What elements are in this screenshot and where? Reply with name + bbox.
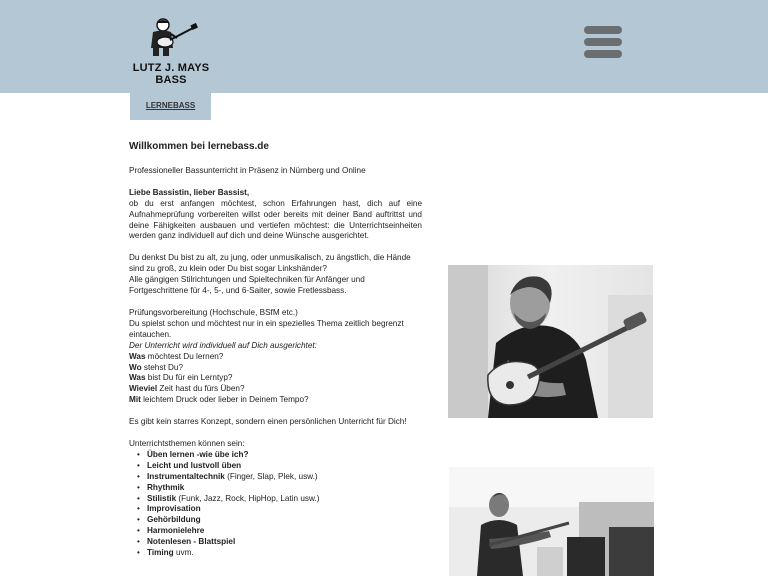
list-item: • Notenlesen - Blattspiel bbox=[137, 537, 422, 548]
list-item: • Improvisation bbox=[137, 504, 422, 515]
question-line: Was möchtest Du lernen? bbox=[129, 351, 224, 361]
paragraph-3a: Prüfungsvorbereitung (Hochschule, BSfM etc.) bbox=[129, 307, 298, 317]
paragraph-2a: Du denkst Du bist zu alt, zu jung, oder unmusikalisch, zu ängstlich, die Hände sind zu groß, zu klein oder Du bist sogar Linkshänder? bbox=[129, 253, 411, 274]
question-line: Wo stehst Du? bbox=[129, 362, 184, 372]
list-item: • Rhythmik bbox=[137, 483, 422, 494]
question-line: Wieviel Zeit hast du fürs Üben? bbox=[129, 384, 245, 394]
question-line: Was bist Du für ein Lerntyp? bbox=[129, 373, 233, 383]
menu-bar bbox=[584, 38, 622, 46]
individual-note: Der Unterricht wird individuell auf Dich ausgerichtet: bbox=[129, 340, 317, 350]
site-header bbox=[0, 0, 768, 93]
list-item: • Timing uvm. bbox=[137, 548, 422, 559]
list-item: • Gehörbildung bbox=[137, 515, 422, 526]
topics-heading: Unterrichtsthemen können sein: bbox=[129, 439, 245, 449]
site-logo[interactable] bbox=[130, 18, 212, 86]
bass-player-mascot-icon bbox=[143, 18, 199, 58]
question-line: Mit leichtem Druck oder lieber in Deinem Tempo? bbox=[129, 395, 309, 405]
list-item: • Üben lernen -wie übe ich? bbox=[137, 450, 422, 461]
nav-tab-lernebass[interactable]: LERNEBASS bbox=[130, 93, 211, 120]
intro-text: Professioneller Bassunterricht in Präsenz in Nürnberg und Online bbox=[129, 165, 366, 175]
menu-bar bbox=[584, 26, 622, 34]
menu-bar bbox=[584, 50, 622, 58]
list-item: • Stilistik (Funk, Jazz, Rock, HipHop, Latin usw.) bbox=[137, 494, 422, 505]
logo-line-1: LUTZ J. MAYS bbox=[132, 62, 210, 74]
paragraph-3b: Du spielst schon und möchtest nur in ein spezielles Thema zeitlich begrenzt eintauchen. bbox=[129, 318, 404, 339]
bass-player-photo bbox=[448, 265, 653, 418]
topics-list bbox=[129, 450, 422, 559]
list-item: • Instrumentaltechnik (Finger, Slap, Plek, usw.) bbox=[137, 472, 422, 483]
hamburger-menu-icon[interactable] bbox=[584, 26, 622, 62]
concept-text: Es gibt kein starres Konzept, sondern einen persönlichen Unterricht für Dich! bbox=[129, 417, 407, 427]
logo-line-2: BASS bbox=[155, 74, 187, 86]
paragraph-1: ob du erst anfangen möchtest, schon Erfahrungen hast, dich auf eine Aufnahmeprüfung vorbereiten willst oder bereits mit deiner Band auftrittst und deine Fähigkeiten ausbauen und vertiefen möchtest: die Unterrichtseinheiten werden ganz individuell auf dich und deine Wünsche ausgerichtet. bbox=[129, 198, 422, 241]
main-content bbox=[129, 142, 422, 559]
page-title: Willkommen bei lernebass.de bbox=[129, 141, 269, 152]
list-item: • Harmonielehre bbox=[137, 526, 422, 537]
list-item: • Leicht und lustvoll üben bbox=[137, 461, 422, 472]
logo-title bbox=[130, 62, 212, 86]
paragraph-2b: Alle gängigen Stilrichtungen und Spieltechniken für Anfänger und Fortgeschrittene für 4-, 5-, und 6-Saiter, sowie Fretlessbass. bbox=[129, 275, 365, 296]
studio-photo bbox=[449, 467, 654, 576]
greeting: Liebe Bassistin, lieber Bassist, bbox=[129, 187, 250, 197]
